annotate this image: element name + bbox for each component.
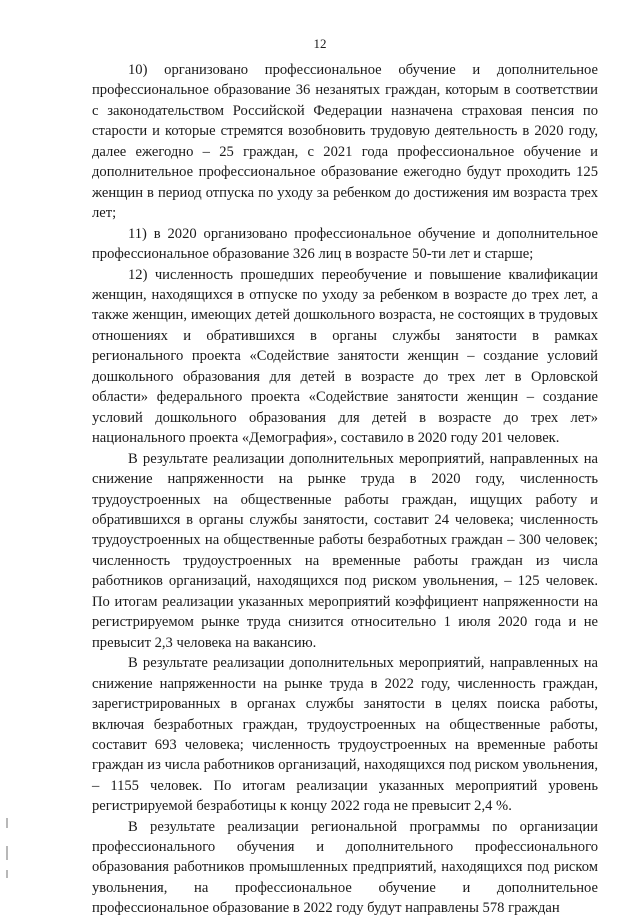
page-number: 12 [313, 36, 327, 51]
paragraph-results-2022: В результате реализации дополнительных мероприятий, направленных на снижение напряженности на рынке труда в 2022 году, численность граждан, зарегистрированных в органах службы занятости в целях поиска работы, включая безработных граждан, трудоустроенных на общественные работы, составит 693 человека; численность трудоустроенных на временные работы граждан из числа работников организаций, находящихся под риском увольнения, – 1155 человек. По итогам реализации указанных мероприятий уровень регистрируемой безработицы к концу 2022 года не превысит 2,4 %. [92, 655, 598, 815]
paragraph-item-11: 11) в 2020 организовано профессиональное обучение и дополнительное профессиональное образование 326 лиц в возрасте 50-ти лет и старше; [92, 225, 598, 263]
scan-margin-mark [6, 846, 8, 860]
paragraph-regional-program: В результате реализации региональной программы по организации профессионального обучения и дополнительного профессионального образования работников промышленных предприятий, находящихся под риском увольнения, на профессиональное обучение и дополнительное профессиональное образование в 2022 году будут направлены 578 граждан [92, 818, 598, 916]
scan-margin-mark [6, 818, 8, 828]
scan-margin-mark [6, 870, 8, 878]
document-body [92, 60, 598, 918]
paragraph-item-10: 10) организовано профессиональное обучение и дополнительное профессиональное образование 36 незанятых граждан, которым в соответствии с законодательством Российской Федерации назначена страховая пенсия по старости и которые стремятся возобновить трудовую деятельность в 2020 году, далее ежегодно – 25 граждан, с 2021 года профессиональное обучение и дополнительное профессиональное образование ежегодно будут проходить 125 женщин в период отпуска по уходу за ребенком до достижения им возраста трех лет; [92, 62, 598, 222]
paragraph-results-2020: В результате реализации дополнительных мероприятий, направленных на снижение напряженности на рынке труда в 2020 году, численность трудоустроенных на общественные работы граждан, ищущих работу и обратившихся в органы службы занятости, составит 24 человека; численность трудоустроенных на общественные работы безработных граждан – 300 человек; численность трудоустроенных на временные работы граждан из числа работников организаций, находящихся под риском увольнения, – 125 человек. По итогам реализации указанных мероприятий коэффициент напряженности на регистрируемом рынке труда снизится относительно 1 июля 2020 года и не превысит 2,3 человека на вакансию. [92, 450, 598, 651]
paragraph-item-12: 12) численность прошедших переобучение и повышение квалификации женщин, находящихся в отпуске по уходу за ребенком в возрасте до трех лет, а также женщин, имеющих детей дошкольного возраста, не состоящих в трудовых отношениях и обратившихся в органы службы занятости в рамках регионального проекта «Содействие занятости женщин – создание условий дошкольного образования для детей в возрасте до трех лет в Орловской области» федерального проекта «Содействие занятости женщин – создание условий дошкольного образования для детей в возрасте до трех лет» национального проекта «Демография», составило в 2020 году 201 человек. [92, 266, 598, 447]
